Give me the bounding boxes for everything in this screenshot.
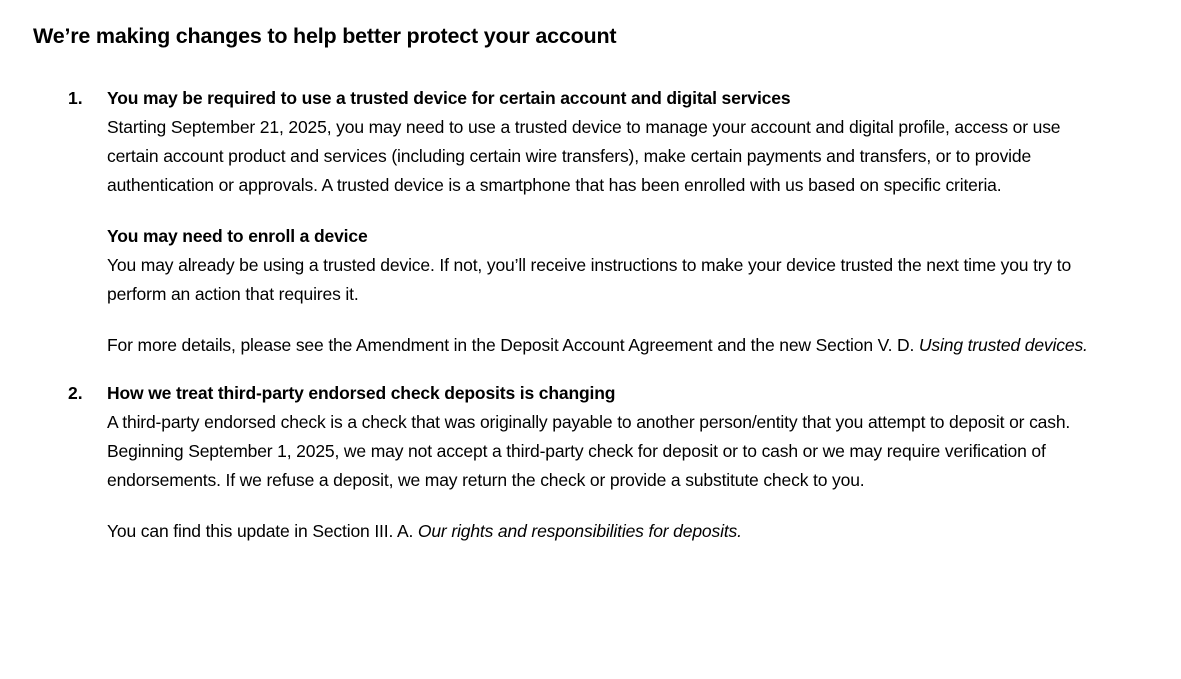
item-paragraph: A third-party endorsed check is a check that was originally payable to another person/entity that you attempt to deposit or cash. Beginning September 1, 2025, we may not accept a third-party check for deposit or to cash or we may require verification of endorsements. If we refuse a deposit, we may return the check or provide a substitute check to you. <box>107 412 1071 490</box>
list-item-third-party-checks <box>33 379 1093 546</box>
list-item-trusted-device <box>33 84 1093 360</box>
item-subheading: You may need to enroll a device <box>107 226 368 246</box>
item-paragraph: Starting September 21, 2025, you may need to use a trusted device to manage your account and digital profile, access or use certain account product and services (including certain wire transfers), make certain payments and transfers, or to provide authentication or approvals. A trusted device is a smartphone that has been enrolled with us based on specific criteria. <box>107 117 1061 195</box>
details-reference <box>107 517 1093 546</box>
item-heading: How we treat third-party endorsed check deposits is changing <box>107 383 616 403</box>
item-paragraph: You may already be using a trusted device. If not, you’ll receive instructions to make your device trusted the next time you try to perform an action that requires it. <box>107 255 1072 304</box>
changes-list <box>33 84 1181 546</box>
section-reference: Using trusted devices. <box>918 335 1088 355</box>
section-reference: Our rights and responsibilities for deposits. <box>417 521 742 541</box>
trusted-device-section <box>107 84 1093 200</box>
list-item-number: 2. <box>68 383 83 403</box>
details-text: For more details, please see the Amendment in the Deposit Account Agreement and the new Section V. D. <box>107 335 919 355</box>
page-title: We’re making changes to help better protect your account <box>33 24 617 48</box>
details-reference <box>107 331 1093 360</box>
third-party-check-section <box>107 379 1093 495</box>
list-item-number: 1. <box>68 88 83 108</box>
details-text: You can find this update in Section III. A. <box>107 521 418 541</box>
enroll-device-section <box>107 222 1093 309</box>
item-heading: You may be required to use a trusted device for certain account and digital services <box>107 88 791 108</box>
